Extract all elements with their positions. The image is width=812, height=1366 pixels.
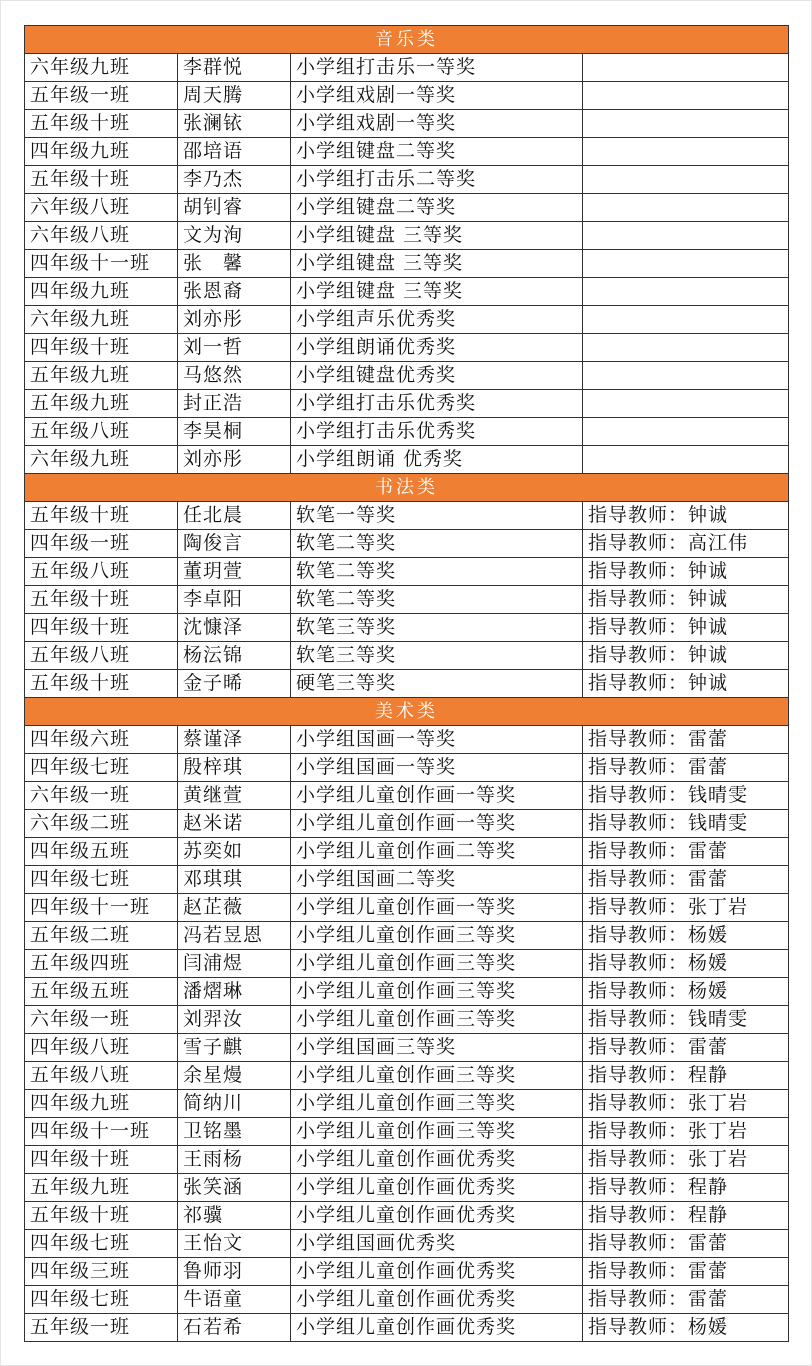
table-row [25,1146,789,1174]
table-row [25,726,789,754]
teacher-cell [583,166,789,194]
award-cell: 小学组声乐优秀奖 [291,306,583,334]
award-cell: 硬笔三等奖 [291,670,583,698]
class-cell: 六年级九班 [25,54,178,82]
name-cell: 沈慷泽 [178,614,291,642]
name-cell: 文为洵 [178,222,291,250]
teacher-cell: 指导教师：钟诚 [583,642,789,670]
class-cell: 四年级十班 [25,334,178,362]
award-cell: 小学组儿童创作画一等奖 [291,810,583,838]
class-cell: 五年级一班 [25,82,178,110]
teacher-cell: 指导教师：张丁岩 [583,1146,789,1174]
name-cell: 王雨杨 [178,1146,291,1174]
table-row [25,1286,789,1314]
award-cell: 小学组儿童创作画二等奖 [291,838,583,866]
section-header [25,26,789,54]
class-cell: 五年级九班 [25,390,178,418]
table-row [25,110,789,138]
teacher-cell: 指导教师：雷蕾 [583,1034,789,1062]
awards-table [24,25,789,1342]
class-cell: 六年级九班 [25,446,178,474]
name-cell: 邵培语 [178,138,291,166]
name-cell: 王怡文 [178,1230,291,1258]
award-cell: 软笔一等奖 [291,502,583,530]
award-cell: 小学组朗诵优秀奖 [291,334,583,362]
teacher-cell: 指导教师：高江伟 [583,530,789,558]
table-row [25,922,789,950]
table-row [25,1062,789,1090]
class-cell: 六年级九班 [25,306,178,334]
table-row [25,1202,789,1230]
teacher-cell: 指导教师：张丁岩 [583,894,789,922]
class-cell: 四年级十一班 [25,1118,178,1146]
name-cell: 封正浩 [178,390,291,418]
table-row [25,1258,789,1286]
teacher-cell: 指导教师：杨媛 [583,922,789,950]
name-cell: 苏奕如 [178,838,291,866]
name-cell: 李乃杰 [178,166,291,194]
table-row [25,838,789,866]
teacher-cell: 指导教师：雷蕾 [583,754,789,782]
name-cell: 蔡谨泽 [178,726,291,754]
class-cell: 六年级一班 [25,1006,178,1034]
class-cell: 四年级九班 [25,138,178,166]
table-row [25,1314,789,1342]
table-row [25,54,789,82]
table-row [25,166,789,194]
name-cell: 任北晨 [178,502,291,530]
class-cell: 四年级三班 [25,1258,178,1286]
class-cell: 五年级八班 [25,418,178,446]
award-cell: 小学组儿童创作画三等奖 [291,1118,583,1146]
class-cell: 四年级十班 [25,614,178,642]
table-row [25,418,789,446]
teacher-cell: 指导教师：杨媛 [583,978,789,1006]
name-cell: 张恩裔 [178,278,291,306]
table-row [25,1034,789,1062]
award-cell: 小学组戏剧一等奖 [291,82,583,110]
teacher-cell: 指导教师：雷蕾 [583,726,789,754]
table-row [25,250,789,278]
award-cell: 小学组儿童创作画优秀奖 [291,1202,583,1230]
table-row [25,1006,789,1034]
award-cell: 小学组儿童创作画三等奖 [291,1062,583,1090]
class-cell: 四年级七班 [25,866,178,894]
name-cell: 金子晞 [178,670,291,698]
teacher-cell [583,54,789,82]
table-row [25,894,789,922]
name-cell: 刘亦彤 [178,446,291,474]
teacher-cell [583,278,789,306]
teacher-cell [583,82,789,110]
class-cell: 四年级十班 [25,1146,178,1174]
award-cell: 软笔二等奖 [291,586,583,614]
class-cell: 四年级九班 [25,278,178,306]
teacher-cell: 指导教师：程静 [583,1062,789,1090]
award-cell: 小学组儿童创作画优秀奖 [291,1314,583,1342]
table-row [25,810,789,838]
name-cell: 张笑涵 [178,1174,291,1202]
award-cell: 小学组儿童创作画三等奖 [291,1006,583,1034]
class-cell: 四年级九班 [25,1090,178,1118]
section-header [25,474,789,502]
table-row [25,642,789,670]
teacher-cell [583,306,789,334]
award-cell: 小学组儿童创作画优秀奖 [291,1146,583,1174]
teacher-cell [583,194,789,222]
teacher-cell: 指导教师：钟诚 [583,670,789,698]
award-cell: 小学组戏剧一等奖 [291,110,583,138]
table-row [25,978,789,1006]
award-cell: 软笔三等奖 [291,614,583,642]
award-cell: 小学组儿童创作画一等奖 [291,782,583,810]
name-cell: 李卓阳 [178,586,291,614]
teacher-cell [583,250,789,278]
award-cell: 小学组打击乐优秀奖 [291,390,583,418]
section-title: 美术类 [25,698,789,726]
teacher-cell: 指导教师：杨媛 [583,1314,789,1342]
class-cell: 四年级八班 [25,1034,178,1062]
class-cell: 四年级七班 [25,1286,178,1314]
table-row [25,502,789,530]
table-row [25,222,789,250]
teacher-cell [583,446,789,474]
name-cell: 余星熳 [178,1062,291,1090]
award-cell: 小学组国画优秀奖 [291,1230,583,1258]
award-cell: 小学组儿童创作画一等奖 [291,894,583,922]
award-cell: 小学组儿童创作画优秀奖 [291,1286,583,1314]
award-cell: 小学组儿童创作画优秀奖 [291,1174,583,1202]
awards-table-body [25,26,789,1342]
name-cell: 冯若昱恩 [178,922,291,950]
table-row [25,950,789,978]
table-row [25,530,789,558]
class-cell: 六年级一班 [25,782,178,810]
class-cell: 四年级七班 [25,1230,178,1258]
table-row [25,446,789,474]
class-cell: 六年级二班 [25,810,178,838]
table-row [25,586,789,614]
award-cell: 小学组键盘二等奖 [291,194,583,222]
table-row [25,306,789,334]
award-cell: 小学组儿童创作画三等奖 [291,950,583,978]
name-cell: 刘亦彤 [178,306,291,334]
teacher-cell: 指导教师：钟诚 [583,558,789,586]
name-cell: 殷梓琪 [178,754,291,782]
table-row [25,1230,789,1258]
class-cell: 五年级八班 [25,558,178,586]
class-cell: 六年级八班 [25,222,178,250]
table-row [25,782,789,810]
class-cell: 五年级四班 [25,950,178,978]
award-cell: 小学组键盘二等奖 [291,138,583,166]
name-cell: 赵米诺 [178,810,291,838]
award-cell: 小学组儿童创作画三等奖 [291,1090,583,1118]
teacher-cell: 指导教师：钱晴雯 [583,810,789,838]
table-row [25,390,789,418]
class-cell: 五年级二班 [25,922,178,950]
name-cell: 杨沄锦 [178,642,291,670]
class-cell: 四年级十一班 [25,894,178,922]
class-cell: 五年级五班 [25,978,178,1006]
name-cell: 鲁师羽 [178,1258,291,1286]
teacher-cell: 指导教师：雷蕾 [583,1230,789,1258]
class-cell: 四年级五班 [25,838,178,866]
table-row [25,138,789,166]
award-cell: 小学组国画三等奖 [291,1034,583,1062]
name-cell: 牛语童 [178,1286,291,1314]
table-row [25,1174,789,1202]
teacher-cell [583,362,789,390]
name-cell: 潘熠琳 [178,978,291,1006]
table-row [25,670,789,698]
name-cell: 石若希 [178,1314,291,1342]
teacher-cell: 指导教师：杨媛 [583,950,789,978]
section-title: 音乐类 [25,26,789,54]
award-cell: 小学组儿童创作画三等奖 [291,978,583,1006]
class-cell: 五年级十班 [25,586,178,614]
table-row [25,362,789,390]
name-cell: 赵芷薇 [178,894,291,922]
table-row [25,278,789,306]
name-cell: 胡钊睿 [178,194,291,222]
teacher-cell [583,222,789,250]
class-cell: 四年级六班 [25,726,178,754]
award-cell: 小学组打击乐优秀奖 [291,418,583,446]
table-row [25,866,789,894]
award-cell: 小学组国画二等奖 [291,866,583,894]
teacher-cell: 指导教师：程静 [583,1174,789,1202]
class-cell: 五年级九班 [25,362,178,390]
class-cell: 五年级十班 [25,670,178,698]
award-cell: 小学组儿童创作画三等奖 [291,922,583,950]
name-cell: 刘一哲 [178,334,291,362]
teacher-cell: 指导教师：雷蕾 [583,1258,789,1286]
award-cell: 小学组儿童创作画优秀奖 [291,1258,583,1286]
award-cell: 小学组键盘 三等奖 [291,222,583,250]
class-cell: 四年级七班 [25,754,178,782]
table-row [25,82,789,110]
name-cell: 董玥萱 [178,558,291,586]
section-title: 书法类 [25,474,789,502]
award-cell: 小学组打击乐二等奖 [291,166,583,194]
name-cell: 简纳川 [178,1090,291,1118]
name-cell: 陶俊言 [178,530,291,558]
class-cell: 六年级八班 [25,194,178,222]
class-cell: 四年级十一班 [25,250,178,278]
teacher-cell: 指导教师：雷蕾 [583,866,789,894]
teacher-cell: 指导教师：钟诚 [583,614,789,642]
award-cell: 小学组国画一等奖 [291,754,583,782]
name-cell: 卫铭墨 [178,1118,291,1146]
teacher-cell [583,138,789,166]
award-cell: 小学组朗诵 优秀奖 [291,446,583,474]
teacher-cell [583,110,789,138]
teacher-cell: 指导教师：钟诚 [583,502,789,530]
name-cell: 张 馨 [178,250,291,278]
award-cell: 小学组键盘优秀奖 [291,362,583,390]
award-cell: 小学组打击乐一等奖 [291,54,583,82]
name-cell: 邓琪琪 [178,866,291,894]
teacher-cell: 指导教师：钟诚 [583,586,789,614]
table-row [25,194,789,222]
name-cell: 李昊桐 [178,418,291,446]
name-cell: 刘羿汝 [178,1006,291,1034]
award-cell: 小学组键盘 三等奖 [291,250,583,278]
teacher-cell [583,418,789,446]
class-cell: 五年级一班 [25,1314,178,1342]
teacher-cell: 指导教师：雷蕾 [583,838,789,866]
award-cell: 小学组键盘 三等奖 [291,278,583,306]
table-row [25,558,789,586]
class-cell: 五年级十班 [25,1202,178,1230]
award-cell: 软笔二等奖 [291,530,583,558]
teacher-cell: 指导教师：张丁岩 [583,1118,789,1146]
class-cell: 五年级十班 [25,110,178,138]
teacher-cell: 指导教师：钱晴雯 [583,1006,789,1034]
class-cell: 五年级十班 [25,502,178,530]
award-cell: 小学组国画一等奖 [291,726,583,754]
teacher-cell: 指导教师：钱晴雯 [583,782,789,810]
teacher-cell: 指导教师：雷蕾 [583,1286,789,1314]
table-row [25,334,789,362]
name-cell: 马悠然 [178,362,291,390]
teacher-cell: 指导教师：张丁岩 [583,1090,789,1118]
name-cell: 黄继萱 [178,782,291,810]
section-header [25,698,789,726]
table-row [25,1118,789,1146]
name-cell: 雪子麒 [178,1034,291,1062]
name-cell: 张澜铱 [178,110,291,138]
name-cell: 周天腾 [178,82,291,110]
name-cell: 李群悦 [178,54,291,82]
class-cell: 五年级十班 [25,166,178,194]
teacher-cell: 指导教师：程静 [583,1202,789,1230]
class-cell: 四年级一班 [25,530,178,558]
teacher-cell [583,334,789,362]
class-cell: 五年级八班 [25,1062,178,1090]
table-row [25,1090,789,1118]
teacher-cell [583,390,789,418]
name-cell: 祁骥 [178,1202,291,1230]
class-cell: 五年级九班 [25,1174,178,1202]
table-row [25,614,789,642]
award-cell: 软笔三等奖 [291,642,583,670]
table-row [25,754,789,782]
name-cell: 闫浦煜 [178,950,291,978]
class-cell: 五年级八班 [25,642,178,670]
award-cell: 软笔二等奖 [291,558,583,586]
